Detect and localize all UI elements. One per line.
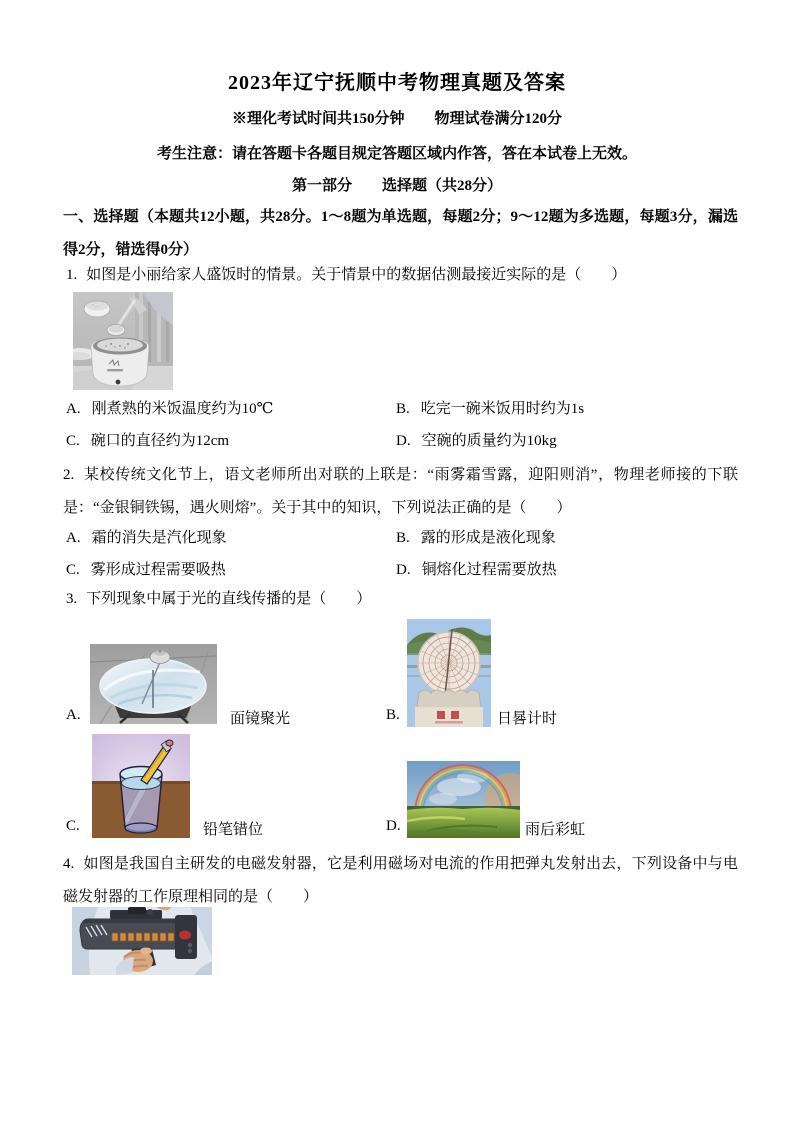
section-instructions: 一、选择题（本题共12小题，共28分。1～8题为单选题，每题2分；9～12题为多选题，每题3分，漏选得2分，错选得0分） (63, 209, 738, 258)
concave-mirror-figure (90, 644, 217, 724)
rice-serving-figure (73, 292, 173, 390)
q1-options-row-2 (66, 429, 754, 449)
q1-option-d (396, 429, 557, 450)
q3-option-b-label: B. (386, 707, 400, 723)
em-launcher-figure (72, 907, 212, 975)
question-1-number: 1. (66, 267, 78, 283)
question-1-text: 如图是小丽给家人盛饭时的情景。关于情景中的数据估测最接近实际的是（ ） (86, 267, 627, 283)
q3-option-d-caption: 雨后彩虹 (525, 822, 586, 838)
q1-option-d-text: 空碗的质量约为10kg (421, 433, 557, 449)
q2-option-b-label: B. (396, 530, 410, 546)
q2-option-a-text: 霜的消失是汽化现象 (91, 530, 227, 546)
q1-option-a-text: 刚煮熟的米饭温度约为10℃ (91, 401, 274, 417)
q2-option-d-label: D. (396, 562, 411, 578)
q2-option-c-label: C. (66, 562, 80, 578)
question-4-text: 如图是我国自主研发的电磁发射器，它是利用磁场对电流的作用把弹丸发射出去，下列设备中与电磁发射器的工作原理相同的是（ ） (63, 856, 738, 905)
question-4-number: 4. (63, 856, 75, 872)
q2-option-c (66, 558, 226, 579)
q3-option-c-caption: 铅笔错位 (203, 822, 264, 838)
q1-option-a (66, 397, 273, 418)
q2-option-d-text: 铜熔化过程需要放热 (421, 562, 557, 578)
rice-serving-photo (73, 292, 173, 390)
q2-option-a-label: A. (66, 530, 81, 546)
q3-option-b-caption: 日晷计时 (497, 711, 558, 727)
q1-option-b (396, 397, 584, 418)
q1-option-c-label: C. (66, 433, 80, 449)
question-4-stem (63, 848, 738, 914)
q1-option-b-label: B. (396, 401, 410, 417)
page-title: 2023年辽宁抚顺中考物理真题及答案 (228, 72, 566, 94)
question-2-number: 2. (63, 467, 75, 483)
rainbow-figure (407, 761, 520, 838)
question-1-stem (66, 263, 626, 284)
question-3-number: 3. (66, 591, 78, 607)
electromagnetic-launcher-photo (72, 907, 212, 975)
q2-option-c-text: 雾形成过程需要吸热 (90, 562, 226, 578)
q1-option-c-text: 碗口的直径约为12cm (90, 433, 230, 449)
sundial-photo (407, 619, 491, 727)
q1-option-b-text: 吃完一碗米饭用时约为1s (420, 401, 585, 417)
q2-options-row-2 (66, 558, 754, 578)
pencil-in-water-glass-illustration (92, 734, 190, 838)
part-one-header: 第一部分 选择题（共28分） (291, 178, 502, 194)
rainbow-over-field-photo (407, 761, 520, 838)
q3-option-a-label: A. (66, 707, 81, 723)
question-3-stem (66, 587, 371, 608)
q3-option-d-label: D. (386, 818, 401, 834)
question-2-stem (63, 459, 738, 525)
q3-option-c-label: C. (66, 818, 80, 834)
q2-option-b-text: 露的形成是液化现象 (420, 530, 556, 546)
question-3-text: 下列现象中属于光的直线传播的是（ ） (86, 591, 372, 607)
q1-option-c (66, 429, 229, 450)
q1-options-row-1 (66, 397, 754, 417)
concave-mirror-solar-dish-photo (90, 644, 217, 724)
q3-option-a-caption: 面镜聚光 (230, 711, 291, 727)
exam-info-line: ※理化考试时间共150分钟 物理试卷满分120分 (231, 111, 562, 127)
q2-options-row-1 (66, 526, 754, 546)
question-2-text: 某校传统文化节上，语文老师所出对联的上联是：“雨雾霜雪露，迎阳则消”，物理老师接的下联是：“金银铜铁锡，遇火则熔”。关于其中的知识，下列说法正确的是（ ） (63, 467, 738, 516)
q2-option-d (396, 558, 557, 579)
q1-option-d-label: D. (396, 433, 411, 449)
candidate-notice: 考生注意：请在答题卡各题目规定答题区域内作答，答在本试卷上无效。 (156, 146, 637, 162)
q1-option-a-label: A. (66, 401, 81, 417)
sundial-figure (407, 619, 491, 727)
q2-option-a (66, 526, 227, 547)
q2-option-b (396, 526, 556, 547)
pencil-in-water-figure (92, 734, 190, 838)
